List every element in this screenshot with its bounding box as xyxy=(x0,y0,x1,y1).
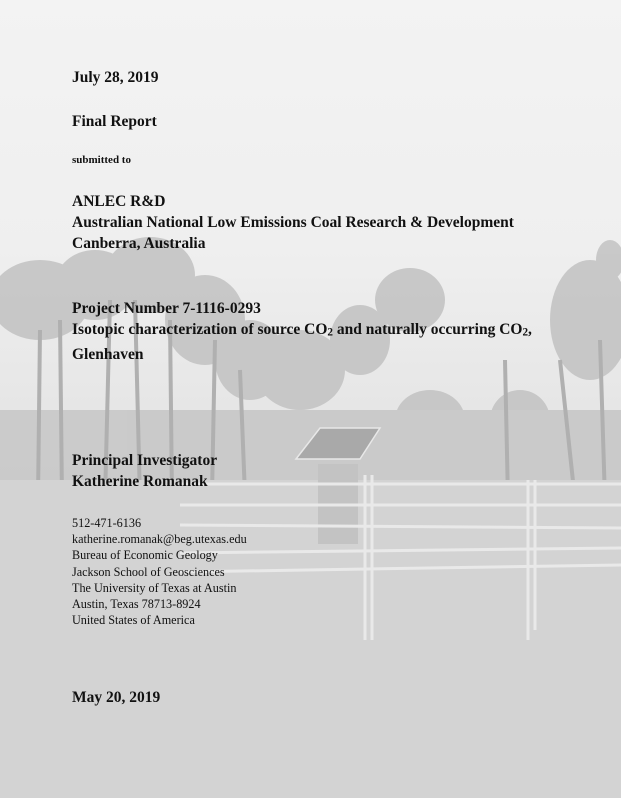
contact-phone: 512-471-6136 xyxy=(72,516,142,530)
recipient-org-short: ANLEC R&D xyxy=(72,193,166,210)
contact-university: The University of Texas at Austin xyxy=(72,580,237,595)
contact-country: United States of America xyxy=(72,613,195,628)
report-date-bottom: May 20, 2019 xyxy=(72,689,161,706)
report-type: Final Report xyxy=(72,113,157,130)
project-title: Isotopic characterization of source CO2 and naturally occurring CO2, xyxy=(72,321,532,339)
recipient-org-full: Australian National Low Emissions Coal Research & Development xyxy=(72,214,514,231)
recipient-location: Canberra, Australia xyxy=(72,235,206,252)
project-number: Project Number 7-1116-0293 xyxy=(72,300,261,317)
contact-bureau: Bureau of Economic Geology xyxy=(72,548,218,563)
recipient-block xyxy=(72,191,514,254)
report-date: July 28, 2019 xyxy=(72,69,159,86)
contact-email[interactable]: katherine.romanak@beg.utexas.edu xyxy=(72,532,247,547)
contact-city: Austin, Texas 78713-8924 xyxy=(72,597,201,612)
submitted-to-label: submitted to xyxy=(72,154,131,166)
contact-school: Jackson School of Geosciences xyxy=(72,564,225,579)
investigator-label: Principal Investigator xyxy=(72,452,218,469)
project-location: Glenhaven xyxy=(72,345,144,363)
contact-block xyxy=(72,515,247,628)
project-block xyxy=(72,298,532,365)
investigator-name: Katherine Romanak xyxy=(72,473,208,490)
investigator-block xyxy=(72,450,217,492)
